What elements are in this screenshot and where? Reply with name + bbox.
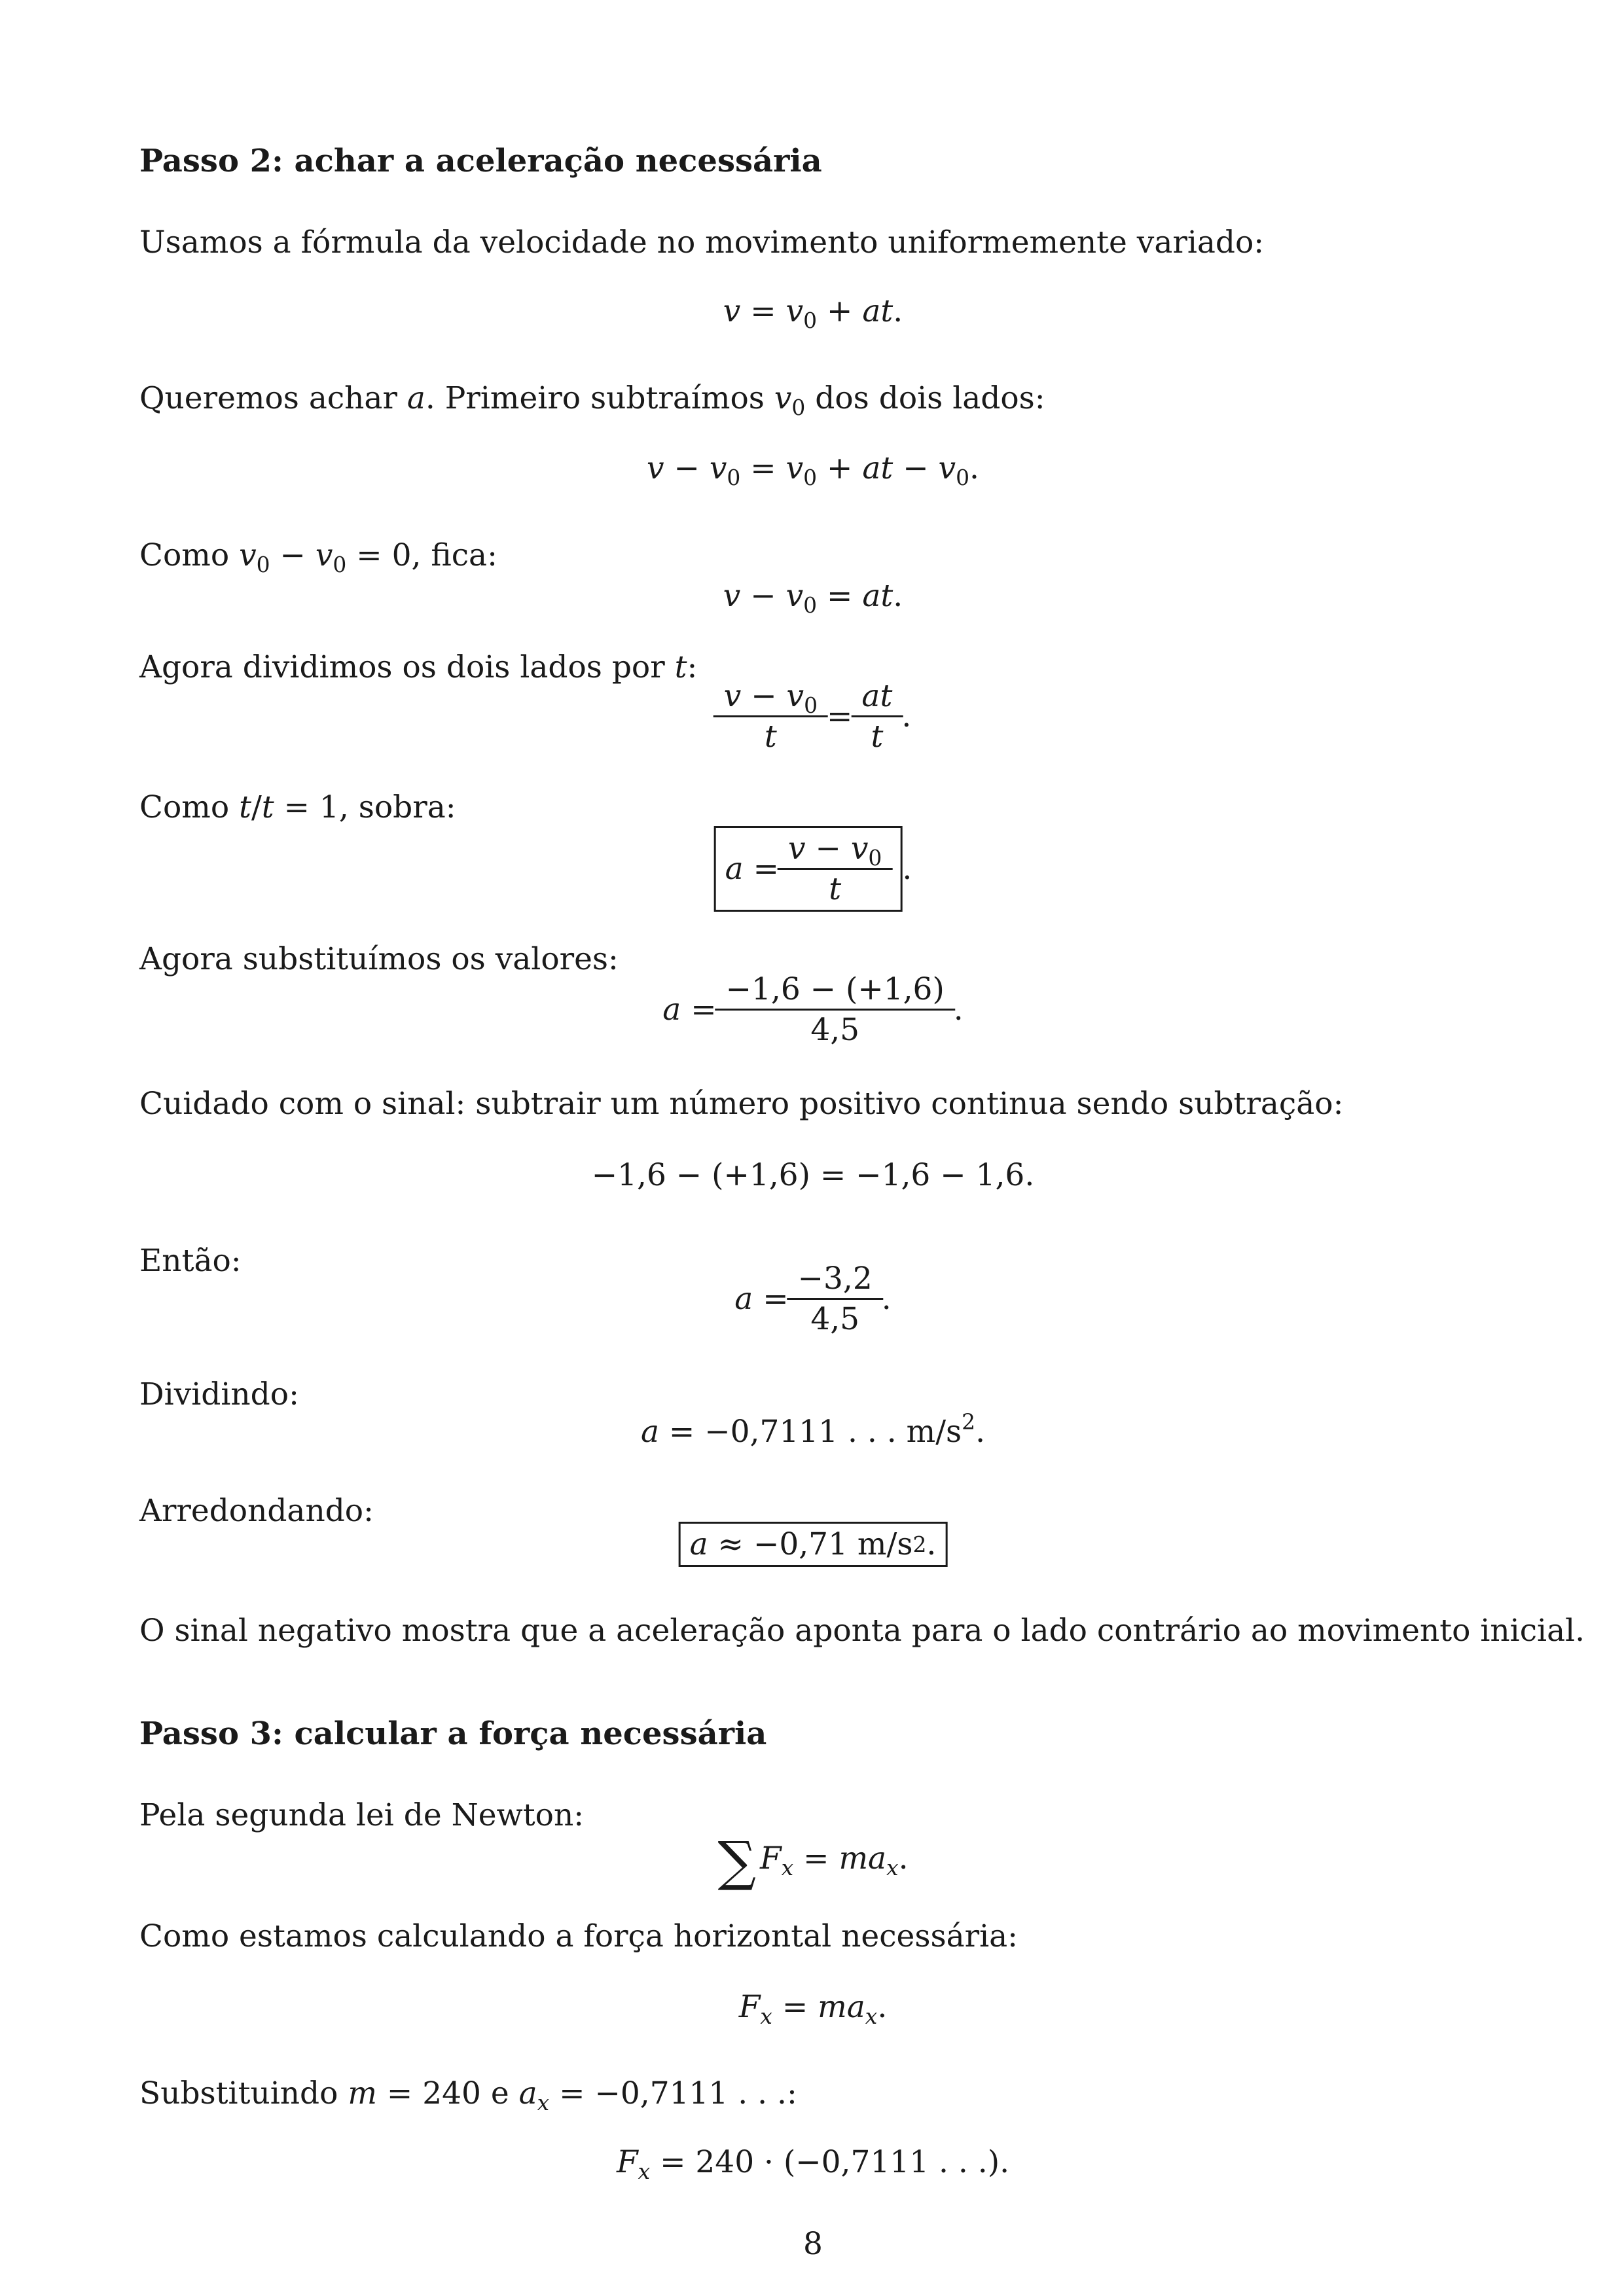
frac-numerator: at [861, 678, 893, 714]
paragraph-como-2: Como t/t = 1, sobra: [139, 789, 456, 825]
paragraph-queremos: Queremos achar a. Primeiro subtraímos $v_0$ dos dois lados: [139, 380, 1045, 420]
equation-force: $F_x = ma_x$. [738, 1989, 888, 2029]
paragraph-agora-dividimos: Agora dividimos os dois lados por t: [139, 649, 698, 685]
boxed-result-acceleration: a ≈ −0,71 m/s 2 . [679, 1522, 948, 1567]
equation-subtract: $v - v_0 = v_0$ + at − $v_0$. [647, 450, 979, 490]
equation-force-substituted: $F_x = 240 \cdot (-0,7111$ . . .). [616, 2144, 1010, 2184]
paragraph-substituindo: Substituindo m = 240 e $a_x = -0,7111$ . . .: [139, 2075, 797, 2115]
frac-denominator: t [851, 715, 903, 752]
paragraph-substituimos: Agora substituímos os valores: [139, 941, 619, 977]
frac-numerator: $v - v_0$ [723, 678, 818, 718]
frac-denominator: t [713, 715, 828, 752]
paragraph-entao: Então: [139, 1243, 242, 1279]
summation-symbol: ∑ [717, 1831, 756, 1893]
paragraph-usamos: Usamos a fórmula da velocidade no movimento uniformemente variado: [139, 224, 1265, 260]
equation-velocity: $v = v_0$ + at. [723, 293, 903, 333]
equation-decimal: a = −0,7111 . . . $m/s^2$. [640, 1408, 986, 1450]
paragraph-arredondando: Arredondando: [139, 1493, 374, 1529]
frac-numerator: −3,2 [797, 1261, 873, 1297]
paragraph-pela: Pela segunda lei de Newton: [139, 1797, 585, 1833]
boxed-formula-acceleration: a = $\frac{v - v_0}{t}$ . [714, 826, 912, 912]
paragraph-como-1: Como $v_0 - v_0 = 0$, fica: [139, 537, 497, 577]
frac-numerator: −1,6 − (+1,6) [725, 971, 945, 1007]
section-heading-step-3: Passo 3: calcular a força necessária [139, 1715, 767, 1752]
paragraph-como-estamos: Como estamos calculando a força horizontal necessária: [139, 1918, 1018, 1954]
equation-divide: $\frac{v - v_0}{t}$ = $\frac{at}{t}$ . [715, 681, 912, 752]
paragraph-dividindo: Dividindo: [139, 1376, 299, 1412]
page-number: 8 [803, 2226, 823, 2262]
paragraph-sinal: O sinal negativo mostra que a aceleração aponta para o lado contrário ao movimento inicial. [139, 1613, 1585, 1649]
equation-newton-sum: ∑ $F_x = ma_x$. [717, 1831, 909, 1893]
equation-substitute: a = $\frac{-1,6 - (+1,6)}{4,5}$ . [662, 971, 964, 1048]
frac-denominator: 4,5 [715, 1009, 955, 1045]
equation-simplified: $v - v_0$ = at. [723, 578, 903, 618]
paragraph-cuidado: Cuidado com o sinal: subtrair um número positivo continua sendo subtração: [139, 1086, 1344, 1122]
section-heading-step-2: Passo 2: achar a aceleração necessária [139, 143, 822, 179]
equation-fraction-result: a = $\frac{-3,2}{4,5}$ . [734, 1261, 892, 1337]
equation-sign: −1,6 − (+1,6) = −1,6 − 1,6. [591, 1157, 1035, 1193]
frac-denominator: 4,5 [787, 1298, 883, 1335]
